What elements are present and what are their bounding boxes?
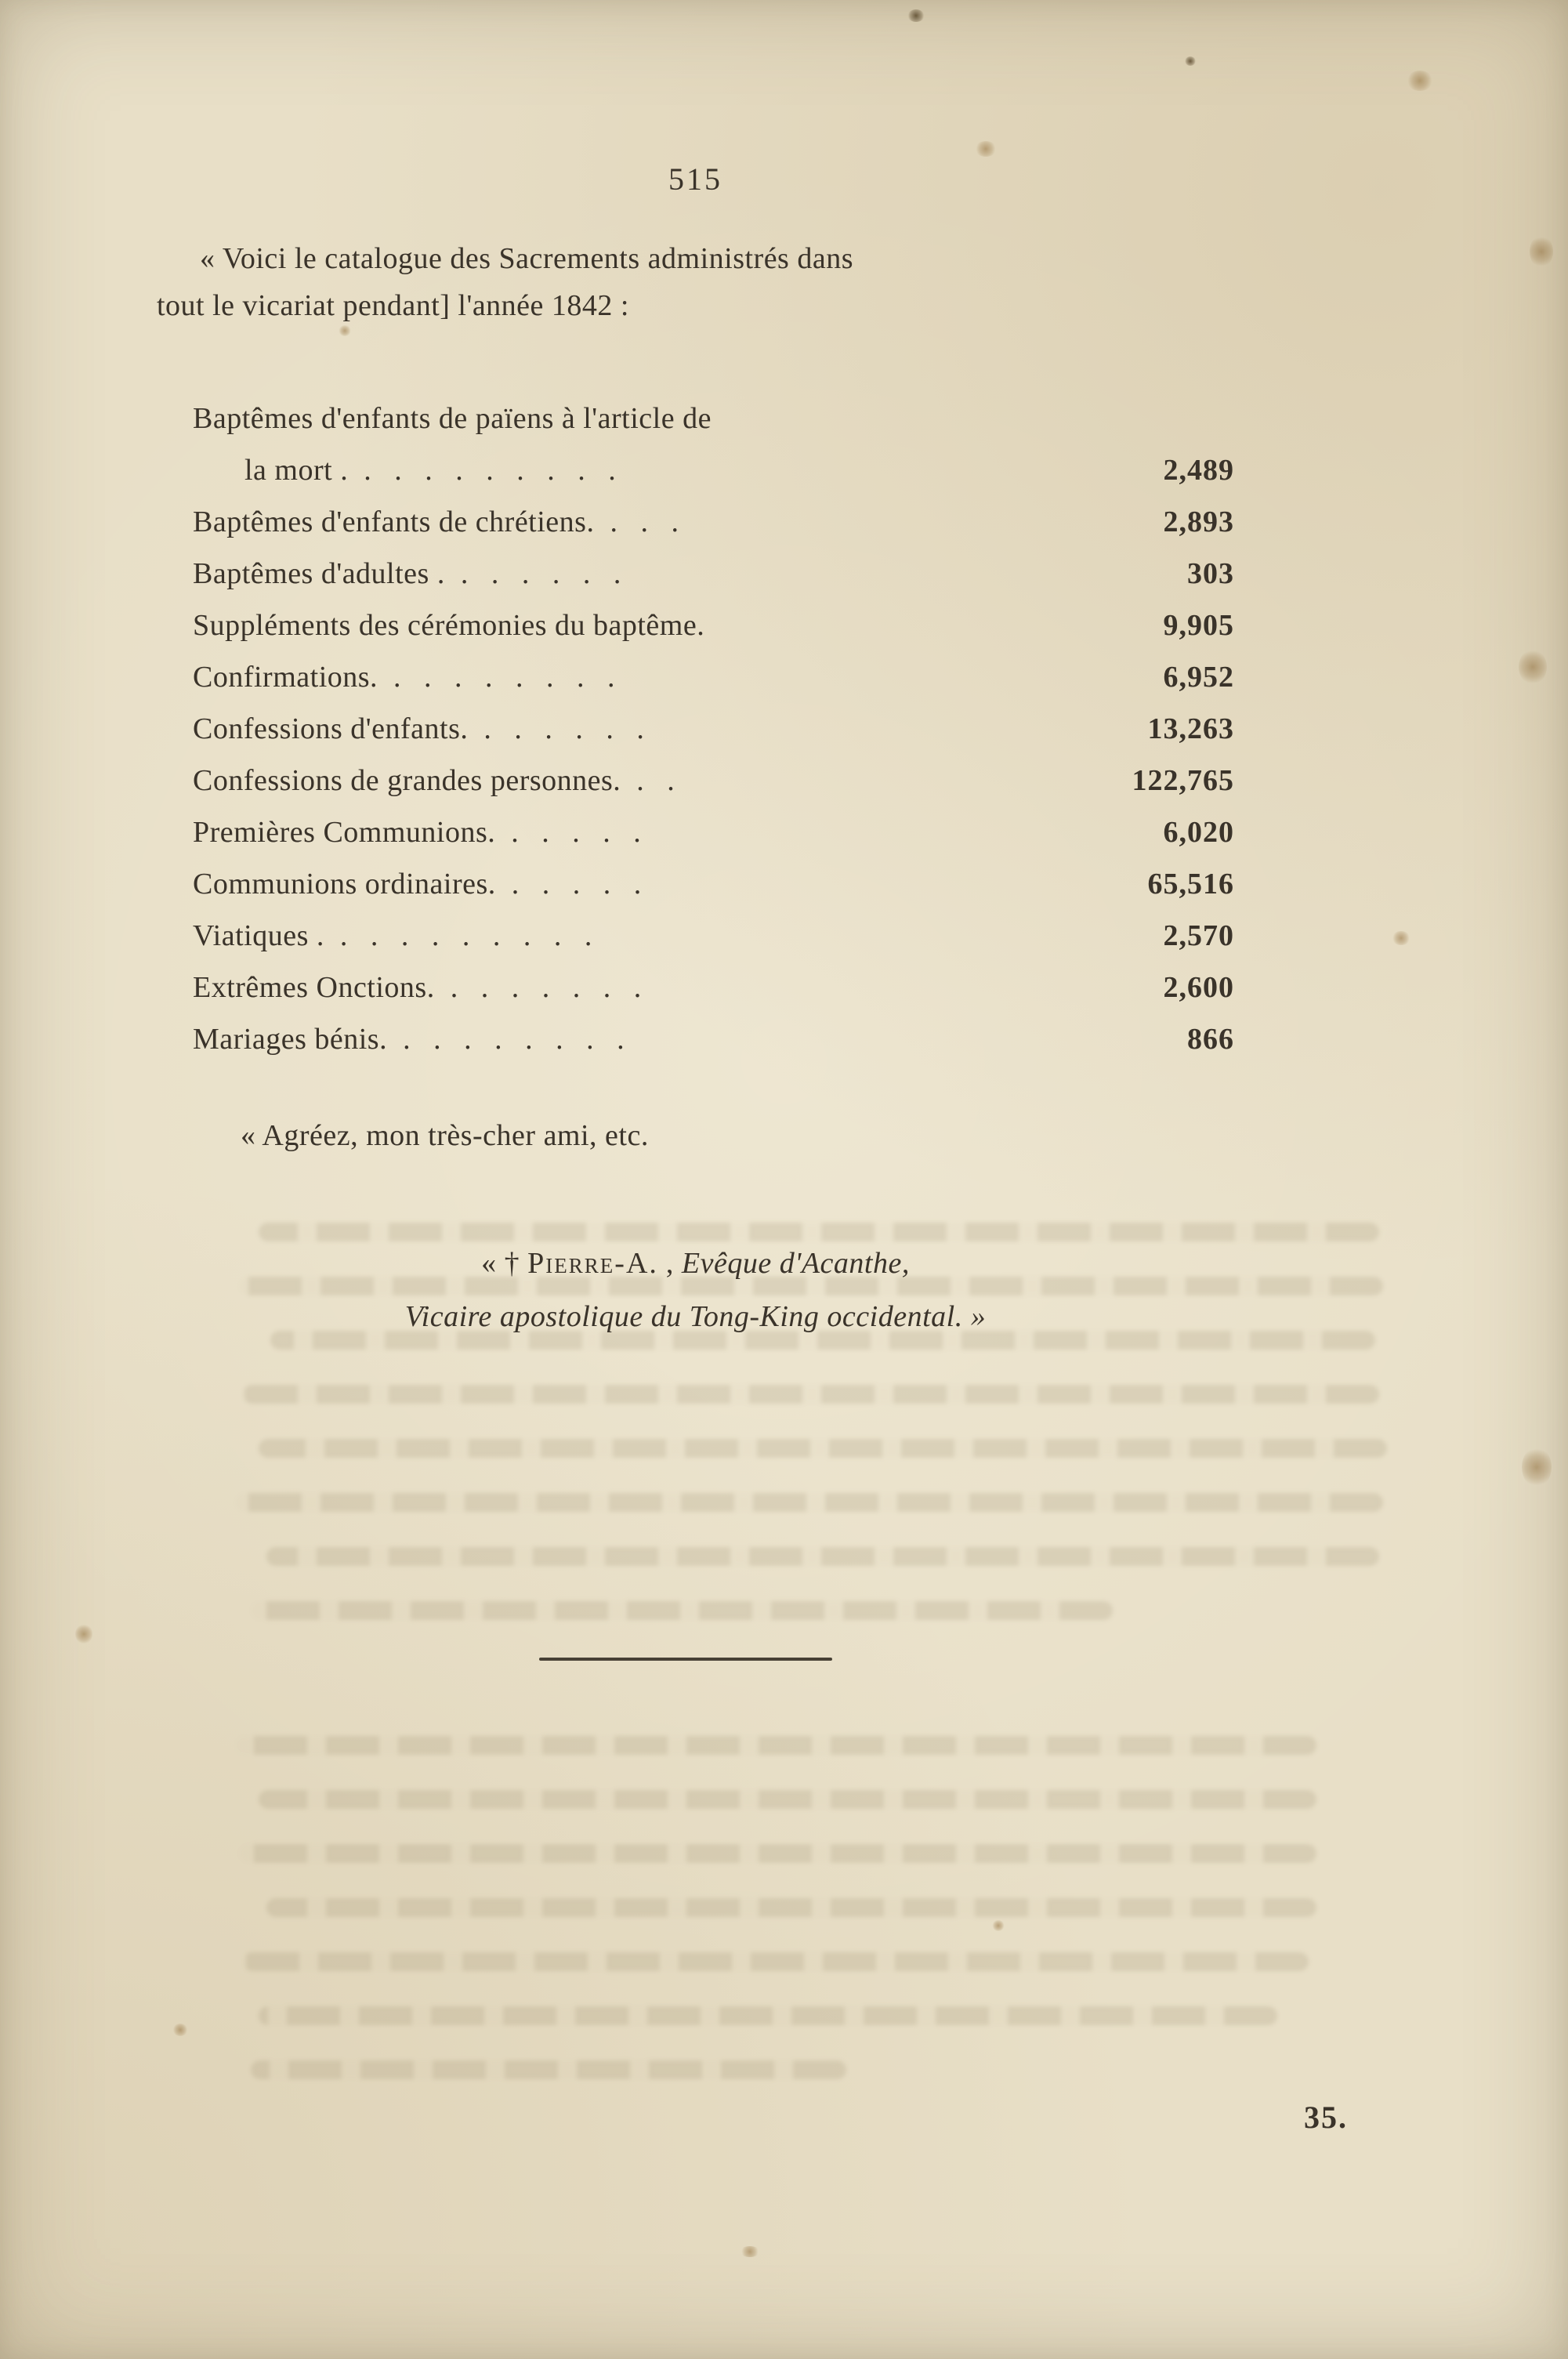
signature-name: Pierre-A. — [527, 1247, 658, 1280]
table-row — [193, 455, 1234, 485]
table-row — [193, 869, 1234, 899]
intro-paragraph — [157, 235, 1234, 329]
table-row — [193, 714, 1234, 744]
bleed-through-line — [251, 2060, 846, 2079]
dot-leader: . . . . . . . . . — [339, 919, 600, 952]
sheet-signature: 35. — [1304, 2100, 1348, 2135]
row-value: 6,020 — [1163, 816, 1234, 849]
intro-line-1: « Voici le catalogue des Sacrements administrés dans — [200, 242, 854, 275]
table-row — [193, 766, 1234, 795]
table-row — [193, 921, 1234, 951]
closing-line: « Agréez, mon très-cher ami, etc. — [241, 1119, 649, 1152]
dot-leader: . . . . . — [511, 816, 649, 849]
row-value: 866 — [1187, 1023, 1234, 1056]
row-label: Extrêmes Onctions. — [193, 971, 435, 1004]
bleed-through-line — [259, 1439, 1387, 1458]
dot-leader: . . . . . . . — [450, 971, 650, 1004]
dot-leader: . . . . . . — [460, 557, 629, 590]
row-label: la mort . — [244, 454, 349, 487]
row-value: 13,263 — [1147, 712, 1234, 745]
foxing-spot — [1185, 56, 1196, 66]
row-value: 2,893 — [1163, 506, 1234, 538]
dot-leader: . . . — [610, 506, 686, 538]
row-label: Baptêmes d'enfants de chrétiens. — [193, 506, 595, 538]
dot-leader: . . . . . . — [483, 712, 652, 745]
table-row — [193, 559, 1234, 589]
foxing-spot — [975, 141, 997, 157]
row-label: Suppléments des cérémonies du baptême. — [193, 609, 705, 642]
table-row — [193, 611, 1234, 640]
table-row — [193, 973, 1234, 1002]
signature-prefix: « † — [481, 1247, 528, 1280]
foxing-spot — [172, 2024, 188, 2036]
row-value: 2,600 — [1163, 971, 1234, 1004]
foxing-spot — [75, 1624, 92, 1644]
row-label: Baptêmes d'adultes . — [193, 557, 445, 590]
row-label: Confessions d'enfants. — [193, 712, 469, 745]
row-label: Confirmations. — [193, 661, 378, 694]
footnote-rule — [539, 1658, 832, 1661]
bleed-through-line — [266, 1898, 1316, 1917]
row-value: 9,905 — [1163, 609, 1234, 642]
dot-leader: . . . . . . . . — [393, 661, 623, 694]
foxing-spot — [1530, 235, 1553, 268]
table-row — [193, 817, 1234, 847]
page-number: 515 — [668, 161, 722, 197]
signature-title: Evêque d'Acanthe, — [681, 1247, 910, 1280]
row-label: Viatiques . — [193, 919, 324, 952]
table-row-hanging-label: Baptêmes d'enfants de païens à l'article de — [193, 402, 712, 435]
signature-line-2: Vicaire apostolique du Tong-King occidental. » — [404, 1300, 987, 1333]
row-value: 65,516 — [1147, 868, 1234, 900]
signature-block — [157, 1237, 1234, 1343]
foxing-spot — [1522, 1447, 1552, 1488]
row-label: Communions ordinaires. — [193, 868, 496, 900]
bleed-through-line — [239, 1844, 1316, 1863]
bleed-through-line — [243, 1952, 1309, 1971]
bleed-through-line — [243, 1385, 1379, 1404]
dot-leader: . . . . . — [511, 868, 650, 900]
row-label: Confessions de grandes personnes. — [193, 764, 621, 797]
row-value: 122,765 — [1132, 764, 1234, 797]
sacraments-table — [157, 404, 1234, 1054]
dot-leader: . . . . . . . . — [403, 1023, 632, 1056]
bleed-through-line — [235, 1493, 1383, 1512]
bleed-through-line — [259, 2006, 1277, 2025]
bleed-through-line — [235, 1736, 1316, 1755]
signature-separator: , — [657, 1247, 682, 1280]
foxing-spot — [740, 2246, 760, 2257]
page-content — [157, 161, 1234, 1343]
row-value: 6,952 — [1163, 661, 1234, 694]
foxing-spot — [1407, 71, 1433, 91]
row-label: Premières Communions. — [193, 816, 496, 849]
foxing-spot — [907, 9, 925, 22]
foxing-spot — [1519, 649, 1547, 685]
signature-line-1 — [157, 1237, 1234, 1290]
dot-leader: . . . . . . . . . — [364, 454, 624, 487]
row-value: 2,489 — [1163, 454, 1234, 487]
bleed-through-line — [266, 1547, 1379, 1566]
row-value: 2,570 — [1163, 919, 1234, 952]
foxing-spot — [1392, 931, 1410, 945]
bleed-through-line — [251, 1601, 1113, 1620]
table-row — [193, 662, 1234, 692]
table-row — [193, 507, 1234, 537]
bleed-through-line — [259, 1790, 1316, 1809]
row-value: 303 — [1187, 557, 1234, 590]
intro-line-2: tout le vicariat pendant] l'année 1842 : — [157, 289, 629, 322]
table-row — [193, 1024, 1234, 1054]
foxing-spot — [992, 1920, 1005, 1931]
row-label: Mariages bénis. — [193, 1023, 388, 1056]
dot-leader: . . — [636, 764, 683, 797]
